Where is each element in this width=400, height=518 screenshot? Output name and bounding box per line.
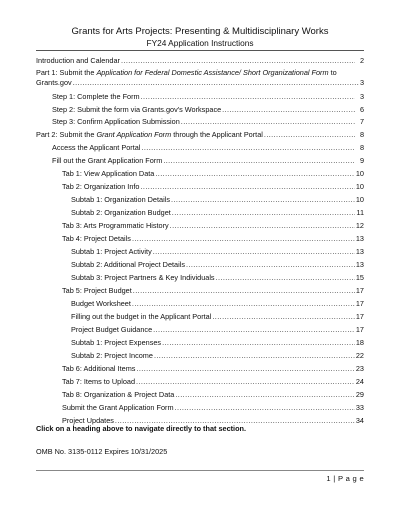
toc-entry-label-prefix: Part 1: Submit the <box>36 68 97 77</box>
toc-entry-label: Tab 7: Items to Upload <box>62 377 136 386</box>
toc-entry-label: Tab 4: Project Details <box>62 234 131 243</box>
toc-entry-label: Fill out the Grant Application Form <box>52 156 163 165</box>
toc-entry-subtab-partners[interactable] <box>71 269 364 282</box>
toc-page-number: 12 <box>355 221 364 230</box>
toc-leader-dots <box>264 130 355 139</box>
toc-leader-dots <box>140 182 354 191</box>
toc-entry-subtab-project-expenses[interactable] <box>71 334 364 347</box>
toc-leader-dots <box>121 56 355 65</box>
toc-entry-label: Tab 3: Arts Programmatic History <box>62 221 169 230</box>
toc-leader-dots <box>136 377 355 386</box>
toc-entry-label: Budget Worksheet <box>71 299 131 308</box>
toc-leader-dots <box>73 78 359 87</box>
toc-page-number: 3 <box>359 78 364 87</box>
toc-page-number: 17 <box>355 325 364 334</box>
toc-page-number: 15 <box>355 273 364 282</box>
toc-entry-label: Grants.gov <box>36 78 72 87</box>
toc-page-number: 10 <box>355 195 364 204</box>
toc-entry-label: Subtab 2: Additional Project Details <box>71 260 185 269</box>
toc-entry-subtab-org-budget[interactable] <box>71 204 364 217</box>
toc-page-number: 23 <box>355 364 364 373</box>
toc-page-number: 13 <box>355 247 364 256</box>
toc-page-number: 10 <box>355 182 364 191</box>
toc-entry-label: Introduction and Calendar <box>36 56 120 65</box>
toc-entry-budget-worksheet[interactable] <box>71 295 364 308</box>
toc-entry-label: Submit the Grant Application Form <box>62 403 174 412</box>
toc-entry-label: Access the Applicant Portal <box>52 143 141 152</box>
toc-leader-dots <box>162 338 355 347</box>
toc-page-number: 7 <box>359 117 364 126</box>
toc-page-number: 13 <box>355 260 364 269</box>
toc-leader-dots <box>132 299 355 308</box>
toc-page-number: 6 <box>359 105 364 114</box>
toc-page-number: 10 <box>355 169 364 178</box>
toc-entry-tab2[interactable] <box>62 178 364 191</box>
toc-page-number: 11 <box>356 208 364 217</box>
toc-page-number: 22 <box>355 351 364 360</box>
toc-entry-label: Step 2: Submit the form via Grants.gov's Workspace <box>52 105 222 114</box>
toc-entry-label: Tab 6: Additional Items <box>62 364 136 373</box>
toc-entry-label: Subtab 2: Organization Budget <box>71 208 171 217</box>
toc-entry-budget-guidance[interactable] <box>71 321 364 334</box>
toc-leader-dots <box>212 312 355 321</box>
toc-entry-label: Filling out the budget in the Applicant Portal <box>71 312 212 321</box>
toc-entry-label: Tab 2: Organization Info <box>62 182 140 191</box>
toc-entry-subtab-additional-details[interactable] <box>71 256 364 269</box>
toc-entry-step1[interactable] <box>52 88 364 101</box>
toc-entry-part2[interactable] <box>36 126 364 139</box>
toc-page-number: 3 <box>359 92 364 101</box>
toc-page-number: 24 <box>355 377 364 386</box>
toc-entry-label-italic: Grant Application Form <box>96 130 172 139</box>
toc-leader-dots <box>141 92 355 101</box>
toc-leader-dots <box>133 286 355 295</box>
toc-entry-label <box>36 130 263 139</box>
toc-entry-label-italic: Application for Federal Domestic Assistance/ Short Organizational Form <box>96 68 329 77</box>
document-title: Grants for Arts Projects: Presenting & Multidisciplinary Works <box>71 26 329 37</box>
toc-entry-tab7[interactable] <box>62 373 364 386</box>
toc-entry-subtab-project-activity[interactable] <box>71 243 364 256</box>
toc-entry-step3[interactable] <box>52 113 364 126</box>
toc-leader-dots <box>141 143 355 152</box>
toc-page-number: 17 <box>355 286 364 295</box>
toc-entry-submit-form[interactable] <box>62 399 364 412</box>
toc-entry-access-portal[interactable] <box>52 139 364 152</box>
toc-entry-label: Tab 1: View Application Data <box>62 169 155 178</box>
toc-entry-label: Subtab 1: Project Expenses <box>71 338 162 347</box>
toc-entry-tab8[interactable] <box>62 386 364 399</box>
toc-leader-dots <box>132 234 355 243</box>
toc-leader-dots <box>175 403 355 412</box>
omb-number: OMB No. 3135-0112 Expires 10/31/2025 <box>36 447 168 456</box>
toc-entry-label-suffix: to <box>328 68 337 77</box>
toc-leader-dots <box>155 169 355 178</box>
toc-leader-dots <box>186 260 355 269</box>
toc-leader-dots <box>153 247 355 256</box>
page-number: 1 | P a g e <box>326 474 364 483</box>
toc-entry-tab3[interactable] <box>62 217 364 230</box>
toc-entry-label: Project Budget Guidance <box>71 325 153 334</box>
toc-entry-tab6[interactable] <box>62 360 364 373</box>
toc-page-number: 34 <box>355 416 364 425</box>
toc-entry-label: Tab 5: Project Budget <box>62 286 132 295</box>
toc-entry-label: Subtab 2: Project Income <box>71 351 153 360</box>
toc-entry-label: Subtab 3: Project Partners & Key Individuals <box>71 273 215 282</box>
toc-entry-part1-line2[interactable] <box>36 75 364 87</box>
navigation-note: Click on a heading above to navigate directly to that section. <box>36 424 247 433</box>
toc-entry-label: Step 3: Confirm Application Submission <box>52 117 180 126</box>
toc-entry-label-suffix: through the Applicant Portal <box>171 130 263 139</box>
toc-leader-dots <box>172 208 355 217</box>
toc-leader-dots <box>181 117 355 126</box>
toc-entry-label: Subtab 1: Project Activity <box>71 247 152 256</box>
toc-entry-tab4[interactable] <box>62 230 364 243</box>
toc-leader-dots <box>154 351 355 360</box>
toc-entry-label: Subtab 1: Organization Details <box>71 195 170 204</box>
toc-page-number: 18 <box>355 338 364 347</box>
toc-leader-dots <box>153 325 355 334</box>
toc-leader-dots <box>136 364 354 373</box>
toc-leader-dots <box>163 156 355 165</box>
toc-entry-label: Step 1: Complete the Form <box>52 92 140 101</box>
toc-entry-filling-budget[interactable] <box>71 308 364 321</box>
toc-entry-fill-out-form[interactable] <box>52 152 364 165</box>
toc-page-number: 17 <box>355 299 364 308</box>
toc-entry-tab1[interactable] <box>62 165 364 178</box>
toc-leader-dots <box>216 273 355 282</box>
toc-page-number: 29 <box>355 390 364 399</box>
toc-page-number: 9 <box>359 156 364 165</box>
toc-page-number: 8 <box>359 143 364 152</box>
toc-leader-dots <box>171 195 355 204</box>
toc-entry-subtab-project-income[interactable] <box>71 347 364 360</box>
toc-entry-tab5[interactable] <box>62 282 364 295</box>
toc-entry-label: Tab 8: Organization & Project Data <box>62 390 175 399</box>
toc-entry-subtab-org-details[interactable] <box>71 191 364 204</box>
toc-page-number: 13 <box>355 234 364 243</box>
toc-leader-dots <box>175 390 355 399</box>
toc-entry-label: Project Updates <box>62 416 114 425</box>
toc-leader-dots <box>170 221 355 230</box>
header-divider <box>36 50 364 51</box>
footer-divider <box>36 470 364 471</box>
toc-page-number: 2 <box>359 56 364 65</box>
toc-entry-label-prefix: Part 2: Submit the <box>36 130 97 139</box>
toc-page-number: 17 <box>355 312 364 321</box>
toc-entry-introduction[interactable] <box>36 52 364 65</box>
toc-page-number: 33 <box>355 403 364 412</box>
document-subtitle: FY24 Application Instructions <box>146 38 254 48</box>
toc-page-number: 8 <box>359 130 364 139</box>
